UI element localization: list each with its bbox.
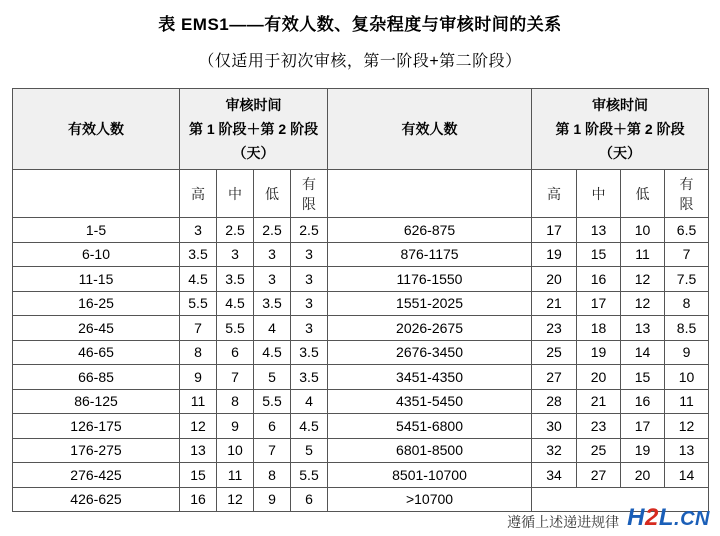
header-audit-time-left: [180, 89, 328, 170]
table-row: [13, 316, 709, 341]
persons-cell: 626-875: [328, 218, 532, 243]
medium-cell: 19: [577, 340, 621, 365]
high-cell: 21: [532, 291, 577, 316]
high-cell: 30: [532, 414, 577, 439]
table-row: [13, 438, 709, 463]
medium-cell: 9: [217, 414, 254, 439]
low-cell: 7: [254, 438, 291, 463]
limited-cell: 14: [665, 463, 709, 488]
limited-cell: 10: [665, 365, 709, 390]
limited-cell: 6.5: [665, 218, 709, 243]
medium-cell: 3: [217, 242, 254, 267]
limited-cell: 5.5: [291, 463, 328, 488]
persons-cell: 11-15: [13, 267, 180, 292]
limited-cell: 3.5: [291, 340, 328, 365]
limited-cell: 4.5: [291, 414, 328, 439]
subheader-limited: 有 限: [291, 170, 328, 218]
persons-cell: 1-5: [13, 218, 180, 243]
low-cell: 5.5: [254, 389, 291, 414]
high-cell: 27: [532, 365, 577, 390]
low-cell: 9: [254, 487, 291, 512]
low-cell: 8: [254, 463, 291, 488]
limited-cell: 2.5: [291, 218, 328, 243]
persons-cell: 26-45: [13, 316, 180, 341]
low-cell: 5: [254, 365, 291, 390]
high-cell: 16: [180, 487, 217, 512]
persons-cell: >10700: [328, 487, 532, 512]
header-time-line2: 第 1 阶段＋第 2 阶段: [555, 121, 685, 137]
medium-cell: 3.5: [217, 267, 254, 292]
low-cell: 4: [254, 316, 291, 341]
header-effective-persons-left: 有效人数: [13, 89, 180, 170]
persons-cell: 176-275: [13, 438, 180, 463]
medium-cell: 11: [217, 463, 254, 488]
watermark: [505, 505, 710, 532]
medium-cell: 12: [217, 487, 254, 512]
header-effective-persons-right: 有效人数: [328, 89, 532, 170]
low-cell: 13: [621, 316, 665, 341]
table-row: [13, 414, 709, 439]
limited-cell: 7: [665, 242, 709, 267]
persons-cell: 1551-2025: [328, 291, 532, 316]
header-time-line1: 审核时间: [225, 97, 282, 113]
limited-cell: 3.5: [291, 365, 328, 390]
limited-cell: 3: [291, 291, 328, 316]
subheader-medium: 中: [577, 170, 621, 218]
high-cell: 28: [532, 389, 577, 414]
persons-cell: 5451-6800: [328, 414, 532, 439]
limited-cell: 3: [291, 242, 328, 267]
h2l-logo: H2L.CN: [627, 504, 710, 531]
table-subtitle: （仅适用于初次审核，第一阶段+第二阶段）: [198, 53, 522, 70]
limited-cell: 9: [665, 340, 709, 365]
subheader-high: 高: [180, 170, 217, 218]
persons-cell: 3451-4350: [328, 365, 532, 390]
high-cell: 17: [532, 218, 577, 243]
low-cell: 4.5: [254, 340, 291, 365]
table-row: [13, 389, 709, 414]
low-cell: 2.5: [254, 218, 291, 243]
high-cell: 19: [532, 242, 577, 267]
audit-time-table: [12, 88, 709, 512]
table-row: [13, 291, 709, 316]
header-time-line3: （天）: [599, 145, 642, 161]
persons-cell: 86-125: [13, 389, 180, 414]
low-cell: 3: [254, 267, 291, 292]
limited-cell: 6: [291, 487, 328, 512]
high-cell: 9: [180, 365, 217, 390]
persons-cell: 126-175: [13, 414, 180, 439]
medium-cell: 2.5: [217, 218, 254, 243]
medium-cell: 4.5: [217, 291, 254, 316]
table-row: [13, 218, 709, 243]
persons-cell: 1176-1550: [328, 267, 532, 292]
medium-cell: 7: [217, 365, 254, 390]
persons-cell: 8501-10700: [328, 463, 532, 488]
limited-cell: 5: [291, 438, 328, 463]
high-cell: 32: [532, 438, 577, 463]
low-cell: 12: [621, 291, 665, 316]
subheader-blank-right: [328, 170, 532, 218]
high-cell: 11: [180, 389, 217, 414]
low-cell: 6: [254, 414, 291, 439]
low-cell: 12: [621, 267, 665, 292]
medium-cell: 18: [577, 316, 621, 341]
high-cell: 15: [180, 463, 217, 488]
subheader-low: 低: [621, 170, 665, 218]
limited-cell: 12: [665, 414, 709, 439]
subheader-low: 低: [254, 170, 291, 218]
persons-cell: 4351-5450: [328, 389, 532, 414]
high-cell: 20: [532, 267, 577, 292]
header-time-line2: 第 1 阶段＋第 2 阶段: [188, 121, 319, 137]
persons-cell: 66-85: [13, 365, 180, 390]
medium-cell: 10: [217, 438, 254, 463]
limited-cell: 8: [665, 291, 709, 316]
high-cell: 12: [180, 414, 217, 439]
table-row: [13, 267, 709, 292]
medium-cell: 23: [577, 414, 621, 439]
low-cell: 20: [621, 463, 665, 488]
persons-cell: 426-625: [13, 487, 180, 512]
header-time-line3: （天）: [232, 145, 275, 161]
high-cell: 25: [532, 340, 577, 365]
high-cell: 8: [180, 340, 217, 365]
persons-cell: 2026-2675: [328, 316, 532, 341]
low-cell: 3.5: [254, 291, 291, 316]
table-row: [13, 365, 709, 390]
limited-cell: 3: [291, 267, 328, 292]
medium-cell: 16: [577, 267, 621, 292]
persons-cell: 876-1175: [328, 242, 532, 267]
low-cell: 11: [621, 242, 665, 267]
medium-cell: 21: [577, 389, 621, 414]
medium-cell: 6: [217, 340, 254, 365]
medium-cell: 27: [577, 463, 621, 488]
medium-cell: 13: [577, 218, 621, 243]
header-time-line1: 审核时间: [592, 97, 649, 113]
table-row: [13, 340, 709, 365]
persons-cell: 6-10: [13, 242, 180, 267]
low-cell: 3: [254, 242, 291, 267]
subheader-medium: 中: [217, 170, 254, 218]
limited-cell: 3: [291, 316, 328, 341]
persons-cell: 6801-8500: [328, 438, 532, 463]
high-cell: 7: [180, 316, 217, 341]
persons-cell: 276-425: [13, 463, 180, 488]
low-cell: 19: [621, 438, 665, 463]
header-audit-time-right: [532, 89, 709, 170]
high-cell: 13: [180, 438, 217, 463]
limited-cell: 7.5: [665, 267, 709, 292]
table-title: 表 EMS1——有效人数、复杂程度与审核时间的关系: [158, 15, 562, 34]
table-row: [13, 242, 709, 267]
table-row: [13, 463, 709, 488]
high-cell: 3: [180, 218, 217, 243]
low-cell: 16: [621, 389, 665, 414]
medium-cell: 17: [577, 291, 621, 316]
medium-cell: 15: [577, 242, 621, 267]
medium-cell: 8: [217, 389, 254, 414]
high-cell: 5.5: [180, 291, 217, 316]
high-cell: 3.5: [180, 242, 217, 267]
progression-note: 遵循上述递进规律: [507, 514, 620, 530]
medium-cell: 20: [577, 365, 621, 390]
subheader-high: 高: [532, 170, 577, 218]
low-cell: 10: [621, 218, 665, 243]
low-cell: 17: [621, 414, 665, 439]
high-cell: 4.5: [180, 267, 217, 292]
limited-cell: 11: [665, 389, 709, 414]
persons-cell: 46-65: [13, 340, 180, 365]
limited-cell: 8.5: [665, 316, 709, 341]
subheader-blank-left: [13, 170, 180, 218]
limited-cell: 13: [665, 438, 709, 463]
low-cell: 14: [621, 340, 665, 365]
limited-cell: 4: [291, 389, 328, 414]
medium-cell: 5.5: [217, 316, 254, 341]
high-cell: 23: [532, 316, 577, 341]
persons-cell: 2676-3450: [328, 340, 532, 365]
high-cell: 34: [532, 463, 577, 488]
subheader-limited: 有 限: [665, 170, 709, 218]
persons-cell: 16-25: [13, 291, 180, 316]
medium-cell: 25: [577, 438, 621, 463]
low-cell: 15: [621, 365, 665, 390]
